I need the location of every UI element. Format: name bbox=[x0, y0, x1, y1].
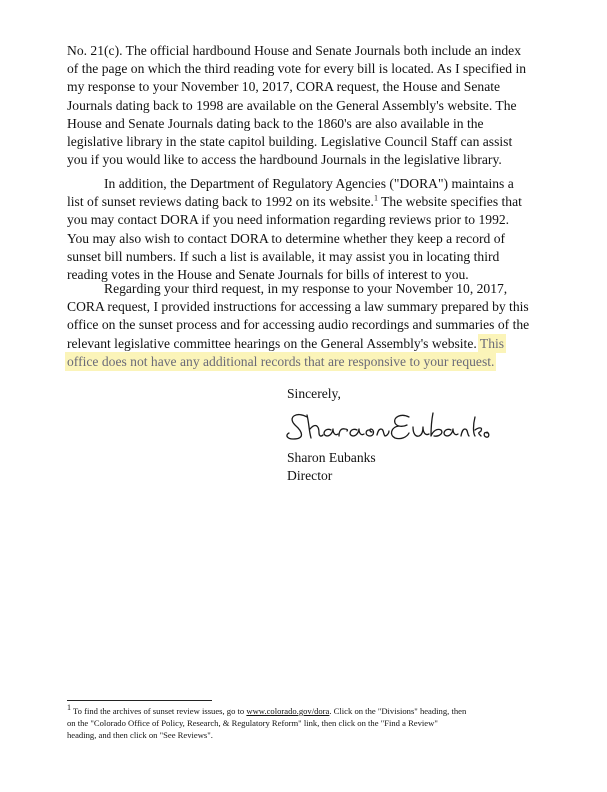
text-line: you if you would like to access the hardbound Journals in the legislative library. bbox=[67, 152, 502, 168]
text-line: CORA request, I provided instructions for accessing a law summary prepared by this bbox=[67, 299, 529, 315]
paragraph-dora bbox=[67, 175, 547, 284]
footnote-marker: 1 bbox=[373, 193, 378, 203]
footnote-line: heading, and then click on "See Reviews". bbox=[67, 730, 213, 740]
text-line: No. 21(c). The official hardbound House and Senate Journals both include an index bbox=[67, 43, 522, 58]
footnote-line bbox=[67, 705, 547, 717]
text-line: You may also wish to contact DORA to determine whether they keep a record of bbox=[67, 230, 506, 246]
footnote-marker: 1 bbox=[67, 703, 71, 713]
handwritten-signature bbox=[281, 405, 491, 452]
text-line: my response to your November 10, 2017, CORA request, the House and Senate bbox=[67, 79, 501, 95]
text-segment: relevant legislative committee hearings on the General Assembly's website. bbox=[67, 335, 480, 351]
highlighted-text: office does not have any additional records that are responsive to your request. bbox=[67, 353, 495, 369]
paragraph-journals bbox=[67, 42, 547, 169]
footnote bbox=[67, 705, 547, 741]
salutation: Sincerely, bbox=[287, 386, 341, 401]
text-line: of the page on which the third reading vote for every bill is located. As I specified in bbox=[67, 61, 527, 77]
signature-image bbox=[281, 405, 491, 447]
text-line: Journals dating back to 1998 are available on the General Assembly's website. The bbox=[67, 97, 517, 113]
signer-name: Sharon Eubanks bbox=[287, 450, 376, 465]
text-line: House and Senate Journals dating back to the 1860's are also available in the bbox=[67, 115, 484, 131]
text-line: office on the sunset process and for accessing audio recordings and summaries of the bbox=[67, 317, 530, 333]
text-line bbox=[67, 193, 547, 211]
text-line bbox=[67, 353, 547, 371]
text-segment: list of sunset reviews dating back to 1992 on its website. bbox=[67, 194, 374, 210]
text-segment: The website specifies that bbox=[377, 194, 522, 210]
text-line: legislative library in the state capitol building. Legislative Council Staff can assist bbox=[67, 134, 513, 150]
text-line: you may contact DORA if you need information regarding reviews prior to 1992. bbox=[67, 212, 510, 228]
text-line: Regarding your third request, in my response to your November 10, 2017, bbox=[104, 281, 508, 296]
text-line bbox=[67, 335, 547, 353]
signer-title: Director bbox=[287, 468, 333, 483]
text-segment: . Click on the "Divisions" heading, then bbox=[329, 706, 467, 716]
footnote-divider bbox=[67, 700, 212, 701]
footnote-line: on the "Colorado Office of Policy, Research, & Regulatory Reform" link, then click on the "Find a Review" bbox=[67, 718, 438, 728]
text-segment: To find the archives of sunset review issues, go to bbox=[71, 706, 247, 716]
text-line: In addition, the Department of Regulatory Agencies ("DORA") maintains a bbox=[104, 176, 514, 191]
highlighted-text: This bbox=[479, 335, 505, 351]
paragraph-third-request bbox=[67, 280, 547, 371]
dora-link[interactable]: www.colorado.gov/dora bbox=[246, 706, 330, 716]
text-line: sunset bill numbers. If such a list is available, it may assist you in locating third bbox=[67, 248, 500, 264]
text-line: reading votes in the House and Senate Journals for bills of interest to you. bbox=[67, 267, 469, 283]
